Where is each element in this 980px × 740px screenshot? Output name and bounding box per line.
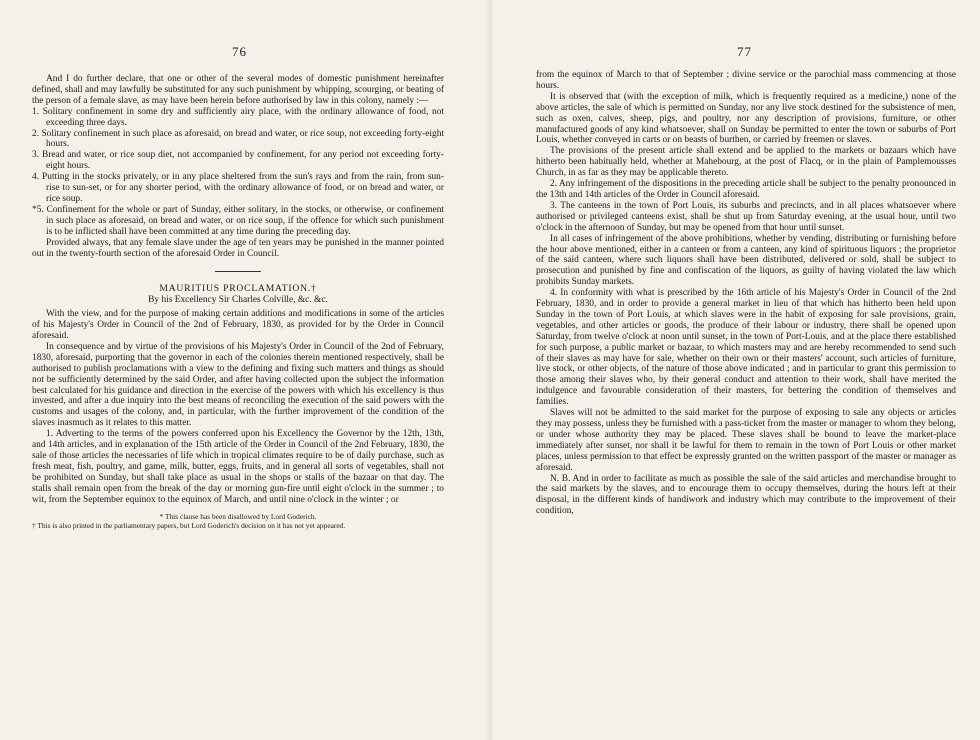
list-item: 2. Solitary confinement in such place as aforesaid, on bread and water, or rice soup, not exceeding forty-eight hours.: [32, 128, 444, 150]
section-divider: [215, 271, 261, 272]
paragraph: 2. Any infringement of the dispositions in the preceding article shall be subject to the penalty pronounced in the 13th and 14th articles of the Order in Council aforesaid.: [536, 179, 956, 200]
paragraph: 1. Adverting to the terms of the powers conferred upon his Excellency the Governor by the 12th, 13th, and 14th articles, and in explanation of the 15th article of the Order in Council of the 2nd February, 1830, the sale of those articles the necessaries of life which in tropical climates require to be of daily purchase, such as fresh meat, fish, poultry, and game, milk, butter, eggs, fruits, and in general all sorts of vegetables, shall not be prohibited on Sunday, but shall take place as usual in the shops or stalls of the bazaar on that day. The stalls shall remain open from the break of the day or morning gun-fire until eight o'clock in the summer ; to wit, from the September equinox to the equinox of March, and until nine o'clock in the winter ; or: [32, 429, 444, 505]
paragraph: from the equinox of March to that of September ; divine service or the parochial mass commencing at those hours.: [536, 70, 956, 91]
footnote: † This is also printed in the parliamentary papers, but Lord Goderich's decision on it has not yet appeared.: [32, 520, 346, 530]
paragraph: It is observed that (with the exception of milk, which is frequently required as a medicine,) none of the above articles, the sale of which is permitted on Sunday, nor any live stock destined for the subsistence of men, such as oxen, calves, sheep, pigs, and poultry, nor any description of provisions, furniture, or other manufactured goods of any kind whatsoever, shall on Sunday be permitted to enter the town or suburbs of Port Louis, whether conveyed in carts or on beasts of burthen, or carried by freemen or slaves.: [536, 91, 956, 146]
paragraph: N. B. And in order to facilitate as much as possible the sale of the said articles and merchandise brought to the said markets by the slaves, and to encourage them to occupy themselves, during the hours left at their disposal, in the different kinds of handiwork and industry which may contribute to the improvement of their condition,: [536, 473, 956, 517]
paragraph: In all cases of infringement of the above prohibitions, whether by vending, distributing or furnishing before the hour above mentioned, either in a canteen or from a canteen, any kind of spirituous liquors ; the proprietor of the said canteen, where such liquors shall have been distributed, delivered or sold, shall be subject to prosecution and punished by fine and confiscation of the liquors, as guilty of having violated the law which prohibits Sunday markets.: [536, 233, 956, 288]
paragraph: Slaves will not be admitted to the said market for the purpose of exposing to sale any objects or articles they may possess, unless they be furnished with a pass-ticket from the master or manager to whom they belong, or under whose authority they may be placed. These slaves shall be bound to leave the market-place immediately after sunset, nor shall it be lawful for them to remain in the town of Port Louis or other market places, unless permission to that effect be expressly granted on the written passport of the master or manager as aforesaid.: [536, 408, 956, 473]
paragraph: And I do further declare, that one or other of the several modes of domestic punishment hereinafter defined, shall and may lawfully be substituted for any such punishment by whipping, scourging, or beating of the person of a female slave, as may have been herein before authorised by law in this colony, namely :—: [32, 74, 444, 106]
list-item: 1. Solitary confinement in some dry and sufficiently airy place, with the ordinary allowance of food, not exceeding three days.: [32, 106, 444, 128]
list-item: 4. Putting in the stocks privately, or in any place sheltered from the sun's rays and from the rain, from sun-rise to sun-set, or for any shorter period, with the ordinary allowance of food, or on bread and water, or rice soup.: [32, 172, 444, 204]
proclamation-byline: By his Excellency Sir Charles Colville, &c. &c.: [148, 295, 328, 306]
paragraph: In consequence and by virtue of the provisions of his Majesty's Order in Council of the 2nd of February, 1830, aforesaid, purporting that the governor in each of the colonies therein mentioned respectively, shall be authorised to publish proclamations with a view to the defining and fixing such matters and things as should not be sufficiently determined by the said Order, and after having collected upon the subject the information best calculated for his guidance and direction in the exercise of the powers with which his excellency is thus invested, and after a due inquiry into the best means of reconciling the execution of the said powers with the customs and usages of the colony, and, in particular, with the further improvement of the condition of the slaves inasmuch as it relates to this matter.: [32, 341, 444, 429]
paragraph: 3. The canteens in the town of Port Louis, its suburbs and precincts, and in all places whatsoever where authorised or privileged canteens exist, shall be shut up from Saturday evening, at the usual hour, until two o'clock in the afternoon of Sunday, but may be opened from that hour until sunset.: [536, 200, 956, 233]
left-page-text: [32, 74, 444, 530]
paragraph: Provided always, that any female slave under the age of ten years may be punished in the manner pointed out in the twenty-fourth section of the aforesaid Order in Council.: [32, 237, 444, 259]
list-item: 3. Bread and water, or rice soup diet, not accompanied by confinement, for any period not exceeding forty-eight hours.: [32, 150, 444, 172]
paragraph: The provisions of the present article shall extend and be applied to the markets or bazaars which have hitherto been habitually held, whether at Mahebourg, at the post of Flacq, or in the plain of Pamplemousses Church, in as far as they may be applicable thereto.: [536, 146, 956, 179]
right-page: [490, 0, 980, 740]
right-page-text: [536, 70, 956, 517]
page-number-right: 77: [737, 44, 752, 59]
footnote: * This clause has been disallowed by Lord Goderich.: [159, 511, 317, 521]
paragraph: 4. In conformity with what is prescribed by the 16th article of his Majesty's Order in Council of the 2nd February, 1830, and in order to provide a general market in lieu of that which has hitherto been held upon Sunday in the town of Port Louis, at which slaves were in the habit of exposing for sale provisions, grain, vegetables, and other articles or goods, the produce of their labour or industry, there shall be opened upon Saturday, from twelve o'clock at noon until sunset, in the town of Port-Louis, and at the place there established for such purpose, a public market or bazaar, to which masters may and are hereby recommended to send such of their slaves as may have for sale, whether on their own or their masters' account, such articles of furniture, live stock, or other objects, of the nature of those above indicated ; and in particular to grant this permission to those among their slaves who, by their general conduct and attention to their work, shall have merited the indulgence and favourable consideration of their masters, for bettering the condition of themselves and families.: [536, 288, 956, 408]
paragraph: With the view, and for the purpose of making certain additions and modifications in some of the articles of his Majesty's Order in Council of the 2nd of February, 1830, as provided for by the Order in Council aforesaid.: [32, 309, 444, 342]
list-item: *5. Confinement for the whole or part of Sunday, either solitary, in the stocks, or otherwise, or confinement in such place as aforesaid, on bread and water, or on rice soup, if the offence for which such punishment is to be inflicted shall have been committed at any time during the preceding day.: [32, 204, 444, 237]
proclamation-title: MAURITIUS PROCLAMATION.†: [159, 283, 317, 295]
page-number-left: 76: [232, 44, 247, 59]
